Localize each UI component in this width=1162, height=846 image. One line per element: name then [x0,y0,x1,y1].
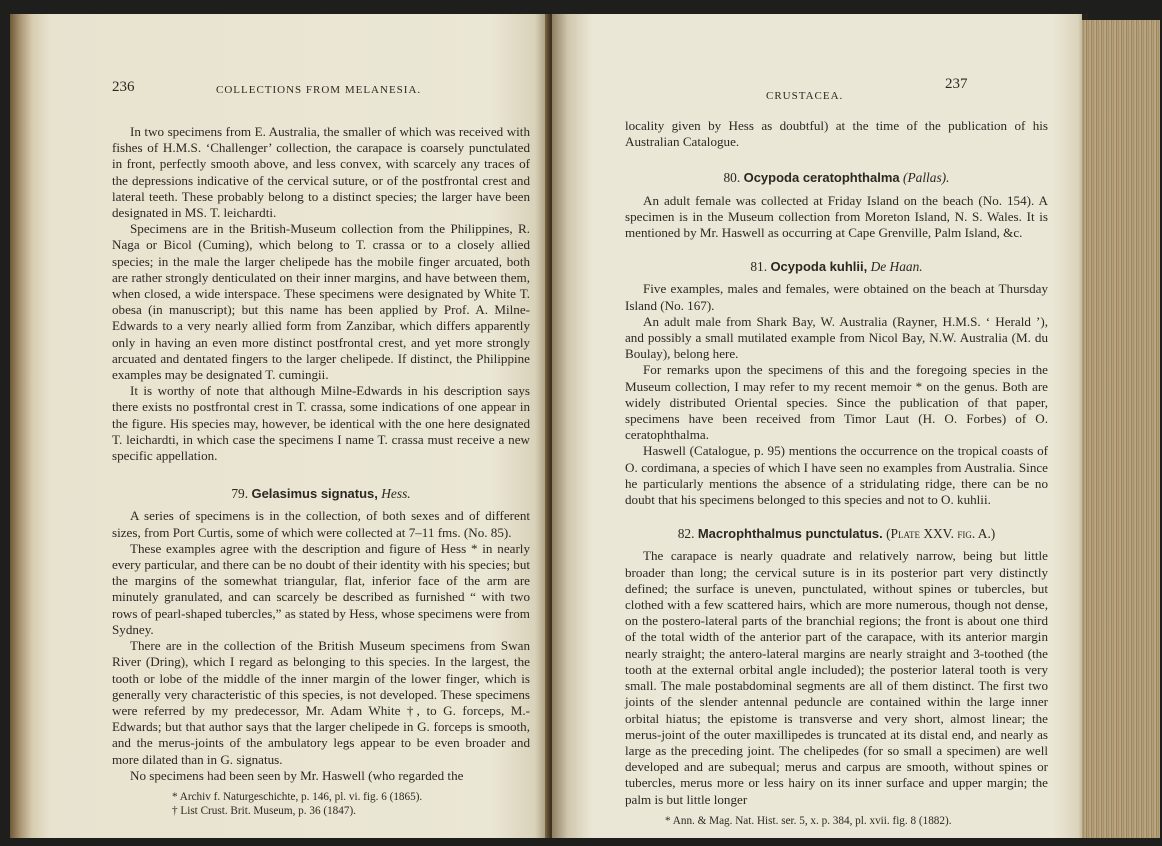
section-80-author: (Pallas). [903,170,950,186]
page-block-edge [1082,20,1160,838]
right-running-head: CRUSTACEA. [766,90,844,102]
section-80-number: 80. [723,170,741,186]
right-page-number: 237 [945,76,968,92]
left-paragraph-4: A series of specimens is in the collection, of both sexes and of different sizes, from Port Curtis, some of which were collected at 7–11 fms. (No. 85). [112,508,530,540]
section-79-number: 79. [231,486,249,502]
section-81-author: De Haan. [870,259,923,275]
left-body [112,124,530,818]
section-80-name: Ocypoda ceratophthalma [743,170,900,186]
left-paragraph-3: It is worthy of note that although Milne-Edwards in his description says there exists no postfrontal crest in T. crassa, some indications of one appear in the figure. His species may, however, be identical with the one here designated T. leichardti, in which case the specimens I name T. crassa must receive a new specific appellation. [112,383,530,464]
left-paragraph-1: In two specimens from E. Australia, the smaller of which was received with fishes of H.M.S. ‘Challenger’ collection, the carapace is coarsely punctulated in front, perfectly smooth above, and less convex, with scarcely any traces of the depressions indicative of the cervical suture, or of the postfrontal crest and lateral teeth. These probably belong to a distinct species; the larger have been designated in MS. T. leichardti. [112,124,530,221]
section-82-plate-ref: (Plate XXV. fig. A.) [886,526,996,542]
right-paragraph-80-1: An adult female was collected at Friday Island on the beach (No. 154). A specimen is in the Museum collection from Moreton Island, N. S. Wales. It is mentioned by Mr. Haswell as occurring at Cape Grenville, Palm Island, &c. [625,192,1048,241]
right-footnotes [625,814,1048,828]
section-82-name: Macrophthalmus punctulatus. [697,526,883,542]
left-paragraph-7: No specimens had been seen by Mr. Haswell (who regarded the [130,767,464,783]
section-82-number: 82. [677,526,695,542]
section-79-name: Gelasimus signatus, [251,486,378,502]
right-body [625,118,1048,828]
right-paragraph-81-1: Five examples, males and females, were obtained on the beach at Thursday Island (No. 167). [625,281,1048,313]
right-paragraph-81-3: For remarks upon the specimens of this and the foregoing species in the Museum collection, I may refer to my recent memoir * on the genus. Both are widely distributed Oriental species. Since the publication of that paper, specimens have been received from Timor Laut (H. O. Forbes) of O. ceratophthalma. [625,362,1048,443]
right-paragraph-81-4: Haswell (Catalogue, p. 95) mentions the occurrence on the tropical coasts of O. cordimana, a species of which I have seen no examples from Australia. Since he particularly mentions the absence of a stridulating ridge, there can be no doubt that his specimens belonged to this species and not to O. kuhlii. [625,443,1048,508]
left-paragraph-6: There are in the collection of the British Museum specimens from Swan River (Dring), which I regard as belonging to this species. In the largest, the tooth or lobe of the middle of the inner margin of the lower finger, which is generally very characteristic of this species, is not developed. These specimens were referred by my predecessor, Mr. Adam White †, to G. forceps, M.-Edwards; but that author says that the larger chelipede in G. forceps is smooth, and the merus-joints of the ambulatory legs appear to be even broader and more dilated than in G. signatus. [112,638,530,767]
left-paragraph-2: Specimens are in the British-Museum collection from the Philippines, R. Naga or Bicol (Cuming), which belong to T. crassa or to a closely allied species; in the male the larger chelipede has the mobile finger arcuated, both are rather strongly denticulated on their inner margins, and have between them, when closed, a wide interspace. These specimens were designated by White T. obesa (in manuscript); but this name has been applied by Prof. A. Milne-Edwards to a very nearly allied form from Zanzibar, which differs apparently only in having an even more distinct postfrontal crest, and yet more strongly arcuated and dentated fingers to the larger chelipede. If distinct, the Philippine examples may be designated T. cumingii. [112,221,530,383]
section-81-heading [625,259,1048,275]
right-paragraph-81-2: An adult male from Shark Bay, W. Australia (Rayner, H.M.S. ‘ Herald ’), and possibly a small mutilated example from Nicol Bay, N.W. Australia (M. du Boulay), belong here. [625,313,1048,362]
right-paragraph-82-1: The carapace is nearly quadrate and relatively narrow, being but little broader than long; the cervical suture is in its posterior part very distinctly defined; the surface is uneven, punctulated, without spines or tubercles, but clothed with a few scattered hairs, which are more numerous, though not dense, on the postero-lateral parts of the branchial regions; the front is about one third of the total width of the anterior part of the carapace, with its anterior margin nearly straight; the antero-lateral margins are nearly straight and 3-toothed (the tooth at the external orbital angle included); the posterior lateral tooth is very small. The male postabdominal segments are all of them distinct. The first two joints of the slender antennal peduncle are contained within the large inner orbital hiatus; the epistome is transverse and very short, almost linear; the merus-joint of the outer maxillipedes is truncated at its distal end, and nearly as large as the preceding joint. The chelipedes (for so small a specimen) are well developed and are subequal; merus and carpus are smooth, without spines or tubercles, merus more or less hairy on its inner surface and upper margin; the palm is but little longer [625,548,1048,807]
section-82-heading [625,526,1048,542]
footnote-white: † List Crust. Brit. Museum, p. 36 (1847). [172,804,356,817]
footnote-ann-mag: * Ann. & Mag. Nat. Hist. ser. 5, x. p. 384, pl. xvii. fig. 8 (1882). [665,814,952,827]
left-page-number: 236 [112,79,135,95]
right-paragraph-continued: locality given by Hess as doubtful) at the time of the publication of his Australian Catalogue. [625,118,1048,150]
section-79-author: Hess. [381,486,411,502]
section-81-name: Ocypoda kuhlii, [770,259,868,275]
section-79-heading [112,486,530,502]
left-paragraph-5: These examples agree with the description and figure of Hess * in nearly every particular, and there can be no doubt of their identity with his species; but the margins of the somewhat triangular, flat, inferior face of the arm are minutely granulated, and can scarcely be described as furnished “ with two rows of pearl-shaped tubercles,” as stated by Hess, whose specimens were from Sydney. [112,540,530,637]
section-80-heading [625,170,1048,186]
section-81-number: 81. [750,259,768,275]
footnote-hess: * Archiv f. Naturgeschichte, p. 146, pl. vi. fig. 6 (1865). [172,790,423,803]
left-footnotes [112,790,530,818]
left-running-head: COLLECTIONS FROM MELANESIA. [216,84,422,96]
